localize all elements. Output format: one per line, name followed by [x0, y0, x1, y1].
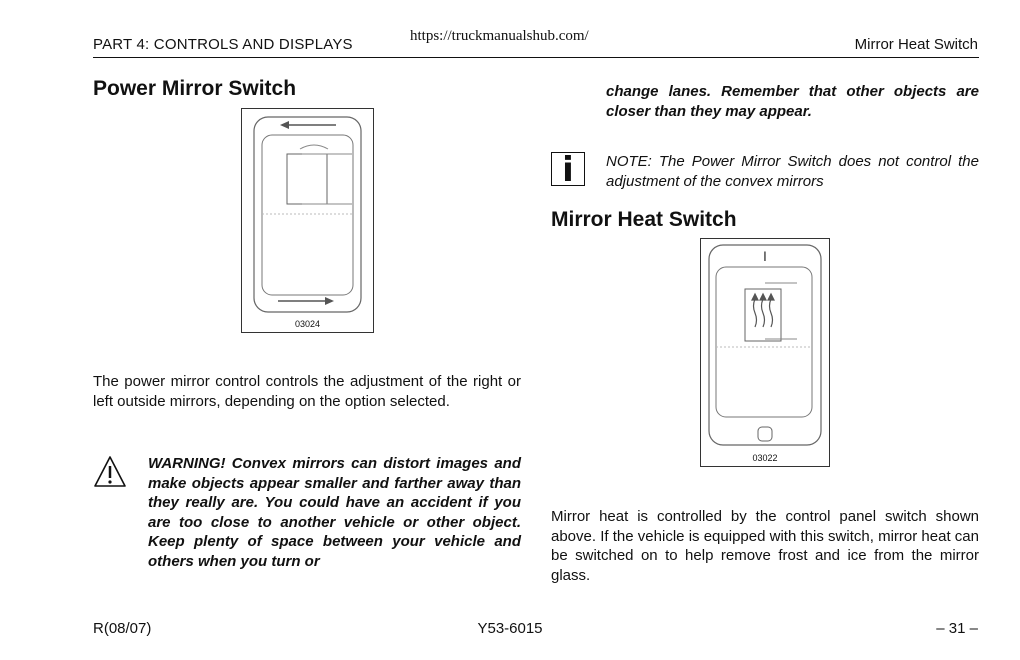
- mirror-heat-description: Mirror heat is controlled by the control panel switch shown above. If the vehicle is equipped with this switch, mirror heat can be switched on to help remove frost and ice from the mirror glass.: [551, 508, 979, 584]
- power-mirror-switch-figure: [241, 108, 374, 333]
- power-mirror-switch-title: Power Mirror Switch: [93, 77, 297, 100]
- mirror-heat-switch-figure: [700, 238, 830, 467]
- footer-doc-number: Y53-6015: [477, 620, 543, 637]
- header-divider: [93, 57, 979, 58]
- warning-triangle-icon: [93, 455, 127, 494]
- header-topic: Mirror Heat Switch: [854, 36, 978, 53]
- warning-continued: change lanes. Remember that other objects are closer than they may appear.: [606, 83, 979, 120]
- info-icon: i: [551, 152, 585, 186]
- mirror-heat-switch-icon: [701, 239, 829, 453]
- header-section: PART 4: CONTROLS AND DISPLAYS: [93, 36, 353, 53]
- heat-waves-icon: [752, 294, 774, 327]
- note-text: NOTE: The Power Mirror Switch does not control the adjustment of the convex mirrors: [606, 153, 979, 190]
- figure-code: 03022: [752, 453, 778, 463]
- power-mirror-description: The power mirror control controls the adjustment of the right or left outside mirrors, depending on the option selected.: [93, 373, 521, 410]
- footer-page-number: – 31 –: [936, 620, 978, 637]
- footer-revision: R(08/07): [93, 620, 152, 637]
- header-url[interactable]: https://truckmanualshub.com/: [410, 28, 589, 44]
- warning-text: WARNING! Convex mirrors can distort images and make objects appear smaller and farther away than they really are. You could have an accident if you are too close to another vehicle or other object. Keep plenty of space between your vehicle and others when you turn or: [148, 455, 521, 570]
- mirror-heat-switch-title: Mirror Heat Switch: [551, 208, 737, 231]
- power-mirror-switch-icon: [242, 109, 373, 319]
- switch-on-label: I: [763, 248, 767, 264]
- figure-code: 03024: [294, 319, 321, 329]
